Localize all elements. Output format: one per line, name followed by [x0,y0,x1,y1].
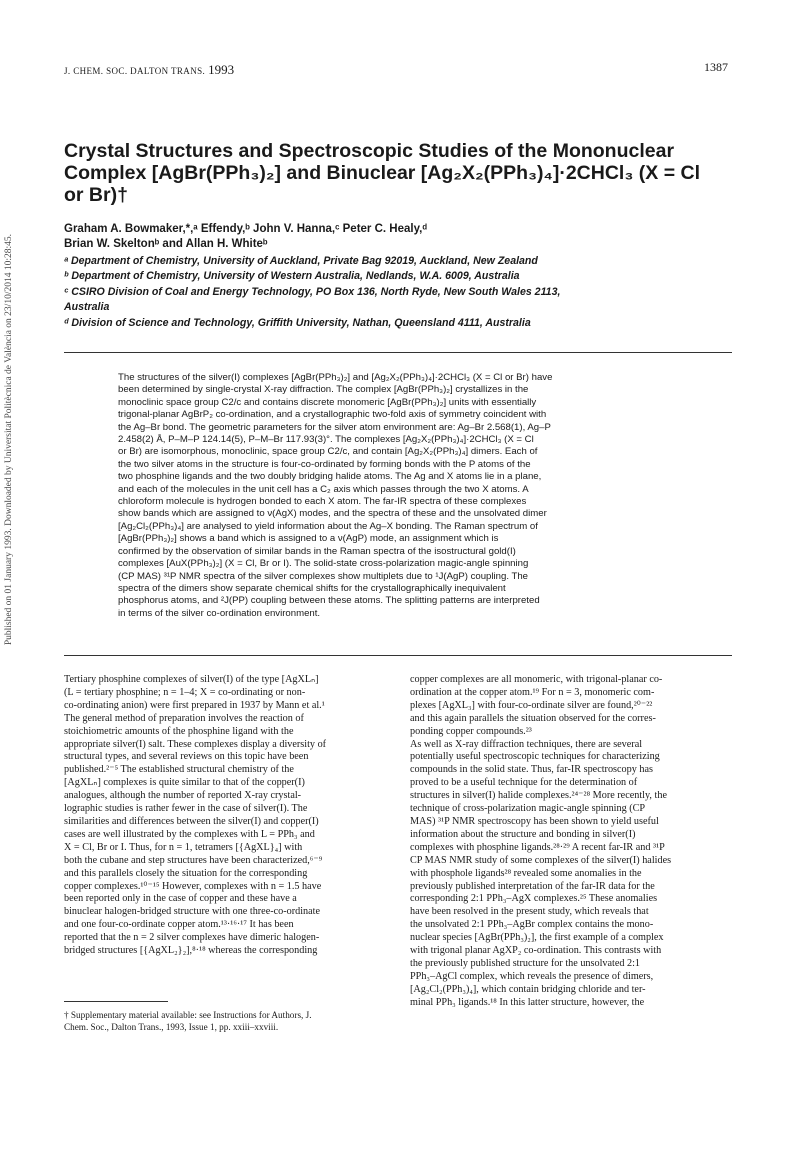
body-column-right: copper complexes are all monomeric, with trigonal-planar co- ordination at the copper atom.¹⁹ For n = 3, monomeric com- plexes [AgXL₃] with four-co-ordinate silver are found,²⁰⁻²² and this again parallels the situation observed for the corres- ponding copper compounds.²³ As well as X-ray diffraction techniques, there are several potentially useful spectroscopic techniques for characterizing compounds in the solid state. Thus, far-IR spectroscopy has proved to be a useful technique for the determination of structures in silver(I) halide complexes.²⁴⁻²⁸ More recently, the technique of cross-polarization magic-angle spinning (CP MAS) ³¹P NMR spectroscopy has been shown to yield useful information about the structure and bonding in silver(I) complexes with phosphine ligands.²⁸·²⁹ A recent far-IR and ³¹P CP MAS NMR study of some complexes of the silver(I) halides with phospholе ligands²⁸ revealed some anomalies in the previously published interpretation of the far-IR data for the corresponding 2:1 PPh₃–AgX complexes.²⁵ These anomalies have been resolved in the present study, which reveals that the unsolvated 2:1 PPh₃–AgBr complex contains the mono- nuclear species [AgBr(PPh₃)₂], the first example of a complex with trigonal planar AgXP₂ co-ordination. This contrasts with the previously published structure for the unsolvated 2:1 PPh₃–AgCl complex, which reveals the presence of dimers, [Ag₂Cl₂(PPh₃)₄], which contain bridging chloride and ter- minal PPh₃ ligands.¹⁸ In this latter structure, however, the [410,674,672,1008]
page-number: 1387 [704,60,728,74]
journal-name: J. CHEM. SOC. DALTON TRANS. 1993 [64,62,235,77]
footnote: † Supplementary material available: see Instructions for Authors, J. Chem. Soc., Dalton Trans., 1993, Issue 1, pp. xxiii–xxviii. [64,1010,312,1032]
affiliation-list [64,254,714,331]
author-line: Brian W. Skeltonᵇ and Allan H. Whiteᵇ [64,238,268,250]
affiliation: ᵃ Department of Chemistry, University of Auckland, Private Bag 92019, Auckland, New Zealand [64,255,538,267]
affiliation: ᶜ CSIRO Division of Coal and Energy Technology, PO Box 136, North Ryde, New South Wales 2113, [64,285,561,298]
download-notice [2,160,16,720]
article-title: Crystal Structures and Spectroscopic Studies of the Mononuclear Complex [AgBr(PPh₃)₂] and Binuclear [Ag₂X₂(PPh₃)₄]·2CHCl₃ (X = Cl or Br)† [64,140,700,206]
running-header [64,60,728,76]
download-notice-text: Published on 01 January 1993. Downloaded by Universitat Politècnica de València on 23/10/2014 10:28:45. [4,234,14,646]
author-line: Graham A. Bowmaker,*,ᵃ Effendy,ᵇ John V. Hanna,ᶜ Peter C. Healy,ᵈ [64,223,427,235]
footnote-rule [64,1001,168,1002]
abstract-bottom-rule [64,655,732,656]
affiliation: Australia [64,301,110,314]
body-column-left: Tertiary phosphine complexes of silver(I) of the type [AgXLₙ] (L = tertiary phosphine; n = 1–4; X = co-ordinating or non- co-ordinating anion) were first prepared in 1937 by Mann et al.¹ The general method of preparation involves the reaction of stoichiometric amounts of the phosphine ligand with the appropriate silver(I) salt. These complexes display a diversity of structural types, and several reviews on this topic have been published.²⁻⁵ The established structural chemistry of the [AgXLₙ] complexes is quite similar to that of the copper(I) analogues, although the number of reported X-ray crystal- lographic studies is rather fewer in the case of silver(I). The similarities and differences between the silver(I) and copper(I) cases are well illustrated by the complexes with L = PPh₃ and X = Cl, Br or I. Thus, for n = 1, tetramers [{AgXL}₄] with both the cubane and step structures have been characterized,⁶⁻⁹ and this parallels closely the situation for the corresponding copper complexes.¹⁰⁻¹⁵ However, complexes with n = 1.5 have been reported only in the case of copper and these have a binuclear halogen-bridged structure with one three-co-ordinate and one four-co-ordinate copper atom.¹³·¹⁶·¹⁷ It has been reported that the n = 2 silver complexes have dimeric halogen- bridged structures [{AgXL₂}₂],⁸·¹⁸ whereas the corresponding [64,674,327,957]
abstract: The structures of the silver(I) complexes [AgBr(PPh₃)₂] and [Ag₂X₂(PPh₃)₄]·2CHCl₃ (X = Cl or Br) have been determined by single-crystal X-ray diffraction. The complex [AgBr(PPh₃)₂] crystallizes in the monoclinic space group C2/c and contains discrete monomeric [AgBr(PPh₃)₂] units with essentially trigonal-planar AgBrP₂ co-ordination, and a crystallographic two-fold axis of symmetry coincident with the Ag–Br bond. The geometric parameters for the silver atom environment are: Ag–Br 2.568(1), Ag–P 2.458(2) Å, P–M–P 124.14(5), P–M–Br 117.93(3)°. The complexes [Ag₂X₂(PPh₃)₄]·2CHCl₃ (X = Cl or Br) are isomorphous, monoclinic, space group C2/c, and contain [Ag₂X₂(PPh₃)₄] dimers. Each of the two silver atoms in the structure is four-co-ordinated by forming bonds with the P atoms of the two phosphine ligands and the two doubly bridging halide atoms. The Ag and X atoms lie in a plane, and each of the molecules in the unit cell has a C₂ axis which passes through the two X atoms. A chloroform molecule is hydrogen bonded to each X atom. The far-IR spectra of these complexes show bands which are assigned to ν(AgX) modes, and the spectra of these and the unsolvated dimer [Ag₂Cl₂(PPh₃)₄] are analysed to yield information about the Ag–X bonding. The Raman spectrum of [AgBr(PPh₃)₂] shows a band which is assigned to a ν(AgP) mode, an assignment which is confirmed by the observation of similar bands in the Raman spectra of the isostructural gold(I) complexes [AuX(PPh₃)₂] (X = Cl, Br or I). The solid-state cross-polarization magic-angle spinning (CP MAS) ³¹P NMR spectra of the silver complexes show multiplets due to ¹J(AgP) coupling. The spectra of the dimers show separate chemical shifts for the crystallographically inequivalent phosphorus atoms, and ²J(PP) coupling between these atoms. The splitting patterns are interpreted in terms of the silver co-ordination environment. [118,372,553,619]
abstract-top-rule [64,352,732,353]
author-list [64,222,704,252]
affiliation: ᵈ Division of Science and Technology, Griffith University, Nathan, Queensland 4111, Australia [64,316,531,329]
affiliation: ᵇ Department of Chemistry, University of Western Australia, Nedlands, W.A. 6009, Australia [64,270,520,283]
journal-year: 1993 [208,62,235,77]
